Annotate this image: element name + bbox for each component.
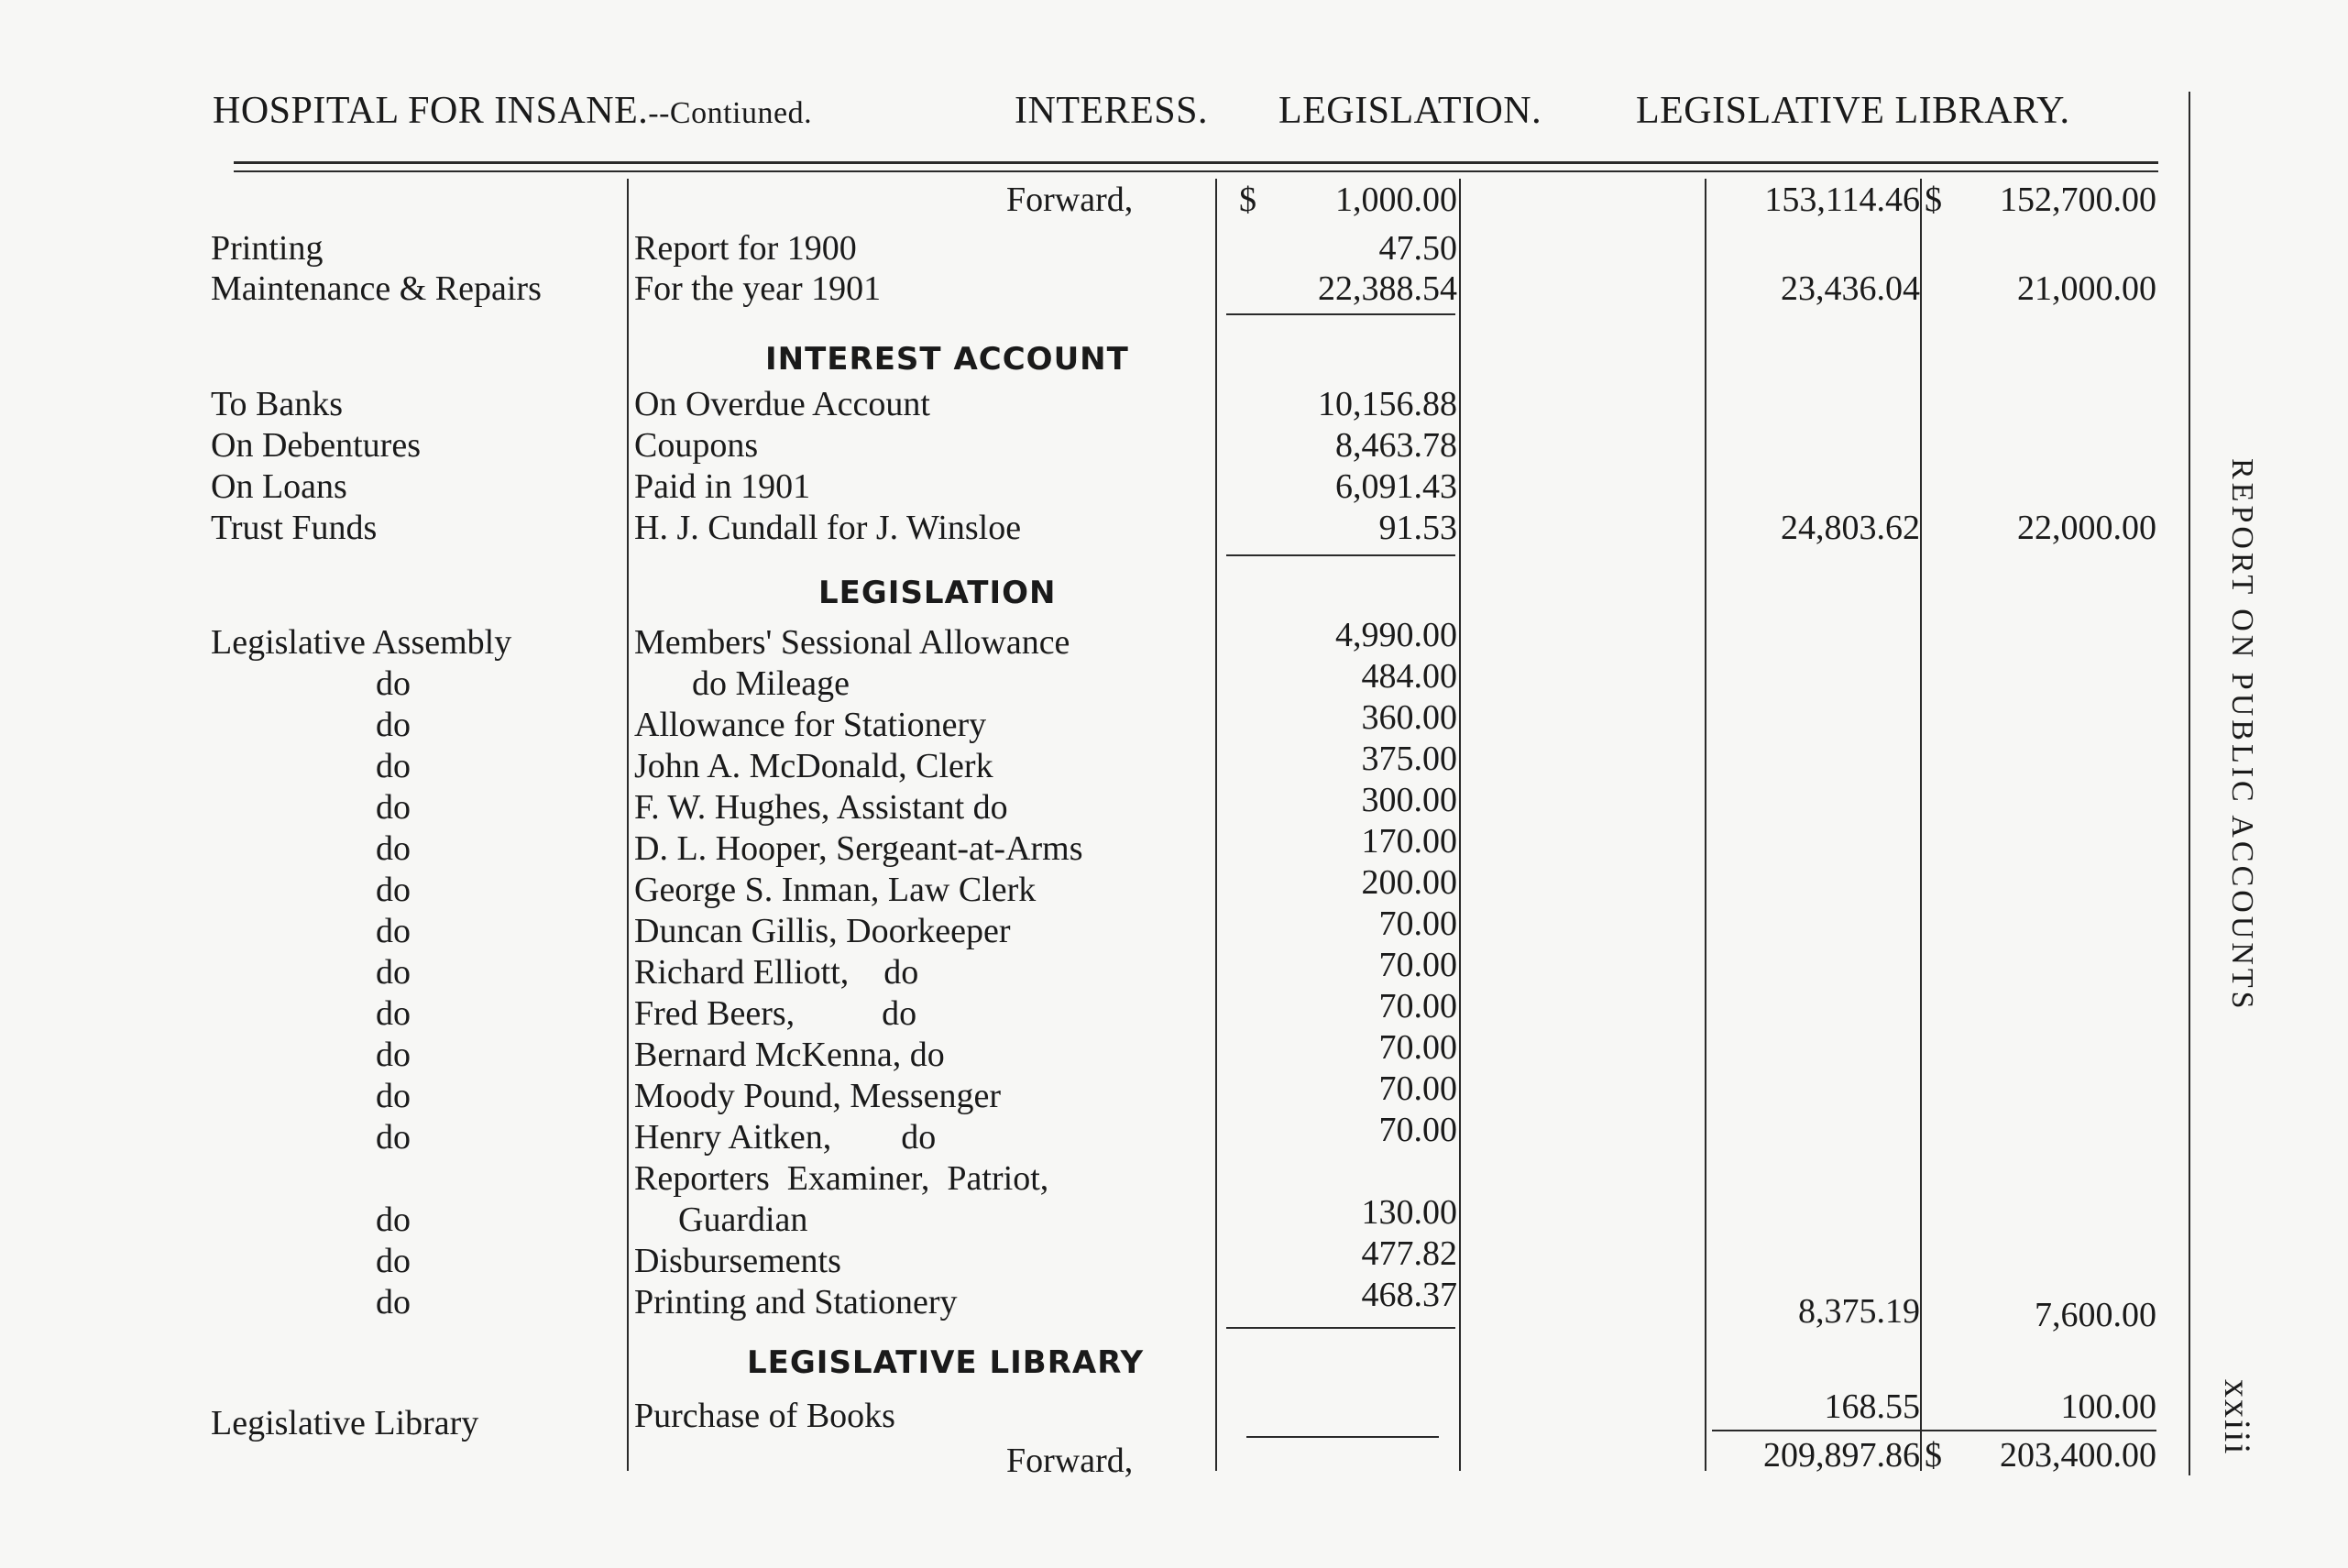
table-row <box>0 822 2348 870</box>
row-amount: 468.37 <box>1361 1276 1457 1314</box>
row-amount: 200.00 <box>1361 863 1457 902</box>
table-row <box>0 863 2348 911</box>
table-row <box>0 740 2348 787</box>
table-row <box>0 1069 2348 1117</box>
table-row <box>0 698 2348 746</box>
row-label: do <box>376 788 411 827</box>
row-label: do <box>376 953 411 992</box>
row-amount: 70.00 <box>1378 1028 1457 1067</box>
row-amount: 130.00 <box>1361 1193 1457 1232</box>
row-description: John A. McDonald, Clerk <box>634 747 993 785</box>
row-description: On Overdue Account <box>634 385 930 423</box>
row-amount: 484.00 <box>1361 657 1457 696</box>
row-description: Disbursements <box>634 1242 841 1280</box>
forward-col6: 203,400.00 <box>2000 1436 2156 1475</box>
row-label: Printing <box>211 229 324 268</box>
section-heading-legislation: LEGISLATION <box>818 575 1057 611</box>
side-running-title: REPORT ON PUBLIC ACCOUNTS <box>2225 458 2259 1013</box>
row-label: Maintenance & Repairs <box>211 269 542 308</box>
row-amount: 70.00 <box>1378 1111 1457 1149</box>
row-description: Allowance for Stationery <box>634 706 987 744</box>
header-rule-bottom <box>234 170 2158 172</box>
row-estimate: 7,600.00 <box>2035 1296 2156 1334</box>
row-amount: 477.82 <box>1361 1234 1457 1273</box>
row-description: Printing and Stationery <box>634 1283 958 1321</box>
subtotal-rule-interest <box>1226 554 1455 556</box>
row-amount: 10,156.88 <box>1318 385 1457 423</box>
forward-dollar: $ <box>1239 181 1256 219</box>
forward-amount: 1,000.00 <box>1335 181 1457 219</box>
table-row <box>0 1157 2348 1200</box>
row-description: Bernard McKenna, do <box>634 1036 945 1074</box>
section-heading-interest: INTEREST ACCOUNT <box>765 341 1129 378</box>
table-row <box>0 1111 2348 1158</box>
row-description: Richard Elliott, do <box>634 953 919 992</box>
row-amount: 22,388.54 <box>1318 269 1457 308</box>
row-label: do <box>376 1077 411 1115</box>
row-label: do <box>376 1036 411 1074</box>
forward-col6-dollar: $ <box>1925 1436 1942 1475</box>
forward-label: Forward, <box>1006 181 1134 219</box>
forward-row-top <box>0 179 2348 221</box>
row-amount: 70.00 <box>1378 1069 1457 1108</box>
row-label: do <box>376 747 411 785</box>
row-amount: 360.00 <box>1361 698 1457 737</box>
row-description: Fred Beers, do <box>634 994 917 1033</box>
row-description: Moody Pound, Messenger <box>634 1077 1002 1115</box>
forward-label: Forward, <box>1006 1442 1134 1480</box>
side-page-number: xxiii <box>2217 1379 2258 1456</box>
row-label: On Debentures <box>211 426 421 465</box>
header-section-library: LEGISLATIVE LIBRARY. <box>1636 90 2070 132</box>
header-rule-top <box>234 161 2158 164</box>
header-title-cont: --Contiuned. <box>648 96 813 130</box>
row-description: Henry Aitken, do <box>634 1118 937 1157</box>
row-description: Paid in 1901 <box>634 467 811 506</box>
table-row <box>0 268 2348 310</box>
header-section-legislation: LEGISLATION. <box>1278 90 1542 132</box>
row-estimate: 100.00 <box>2060 1387 2156 1426</box>
section-heading-library: LEGISLATIVE LIBRARY <box>747 1344 1145 1381</box>
row-label: do <box>376 829 411 868</box>
row-description: Report for 1900 <box>634 229 857 268</box>
row-total: 8,375.19 <box>1798 1292 1920 1331</box>
row-amount: 4,990.00 <box>1335 616 1457 654</box>
row-description: Purchase of Books <box>634 1397 895 1435</box>
row-label: Legislative Assembly <box>211 623 512 662</box>
row-amount: 91.53 <box>1378 509 1457 547</box>
header-section-interest: INTERESS. <box>1015 90 1209 132</box>
row-total: 23,436.04 <box>1781 269 1920 308</box>
row-amount: 300.00 <box>1361 781 1457 819</box>
table-row <box>0 987 2348 1035</box>
row-estimate: 21,000.00 <box>2017 269 2156 308</box>
row-label: do <box>376 912 411 950</box>
forward-col5: 153,114.46 <box>1764 181 1920 219</box>
row-amount: 47.50 <box>1378 229 1457 268</box>
row-amount: 70.00 <box>1378 905 1457 943</box>
row-amount: 70.00 <box>1378 987 1457 1025</box>
row-amount: 170.00 <box>1361 822 1457 861</box>
table-row <box>0 1193 2348 1241</box>
row-description: Coupons <box>634 426 759 465</box>
table-row <box>0 657 2348 705</box>
header-title-main: HOSPITAL FOR INSANE. <box>213 90 649 132</box>
row-amount: 70.00 <box>1378 946 1457 984</box>
forward-col6-dollar: $ <box>1925 181 1942 219</box>
row-description: Guardian <box>678 1201 808 1239</box>
row-label: Legislative Library <box>211 1404 479 1442</box>
row-description: H. J. Cundall for J. Winsloe <box>634 509 1022 547</box>
row-label: do <box>376 1242 411 1280</box>
table-row <box>0 383 2348 425</box>
row-label: do <box>376 1118 411 1157</box>
row-label: do <box>376 706 411 744</box>
row-description: George S. Inman, Law Clerk <box>634 871 1037 909</box>
row-total: 168.55 <box>1824 1387 1920 1426</box>
row-label: Trust Funds <box>211 509 378 547</box>
table-row <box>0 227 2348 269</box>
table-row <box>0 946 2348 993</box>
subtotal-rule-hospital <box>1226 313 1455 315</box>
row-label: To Banks <box>211 385 344 423</box>
row-description: do Mileage <box>692 664 850 703</box>
table-row <box>0 424 2348 466</box>
row-label: do <box>376 664 411 703</box>
forward-col5: 209,897.86 <box>1763 1436 1920 1475</box>
row-label: On Loans <box>211 467 347 506</box>
row-description: F. W. Hughes, Assistant do <box>634 788 1008 827</box>
forward-row-bottom <box>0 1434 2348 1480</box>
row-amount: 375.00 <box>1361 740 1457 778</box>
table-row <box>0 781 2348 828</box>
forward-col6: 152,700.00 <box>2000 181 2156 219</box>
page-header-hospital <box>213 92 812 130</box>
row-estimate: 22,000.00 <box>2017 509 2156 547</box>
row-label: do <box>376 1201 411 1239</box>
row-amount: 8,463.78 <box>1335 426 1457 465</box>
table-row <box>0 1276 2348 1334</box>
row-description: Reporters Examiner, Patriot, <box>634 1159 1049 1198</box>
row-description: D. L. Hooper, Sergeant-at-Arms <box>634 829 1083 868</box>
subtotal-rule-legislation <box>1226 1327 1455 1329</box>
table-row <box>0 1387 2348 1442</box>
row-amount: 6,091.43 <box>1335 467 1457 506</box>
row-description: Members' Sessional Allowance <box>634 623 1070 662</box>
table-row <box>0 507 2348 549</box>
table-row <box>0 905 2348 952</box>
table-row <box>0 1028 2348 1076</box>
row-label: do <box>376 1283 411 1321</box>
row-description: For the year 1901 <box>634 269 882 308</box>
row-total: 24,803.62 <box>1781 509 1920 547</box>
table-row <box>0 1234 2348 1282</box>
table-row <box>0 466 2348 508</box>
row-label: do <box>376 871 411 909</box>
row-description: Duncan Gillis, Doorkeeper <box>634 912 1011 950</box>
row-label: do <box>376 994 411 1033</box>
table-row <box>0 616 2348 663</box>
